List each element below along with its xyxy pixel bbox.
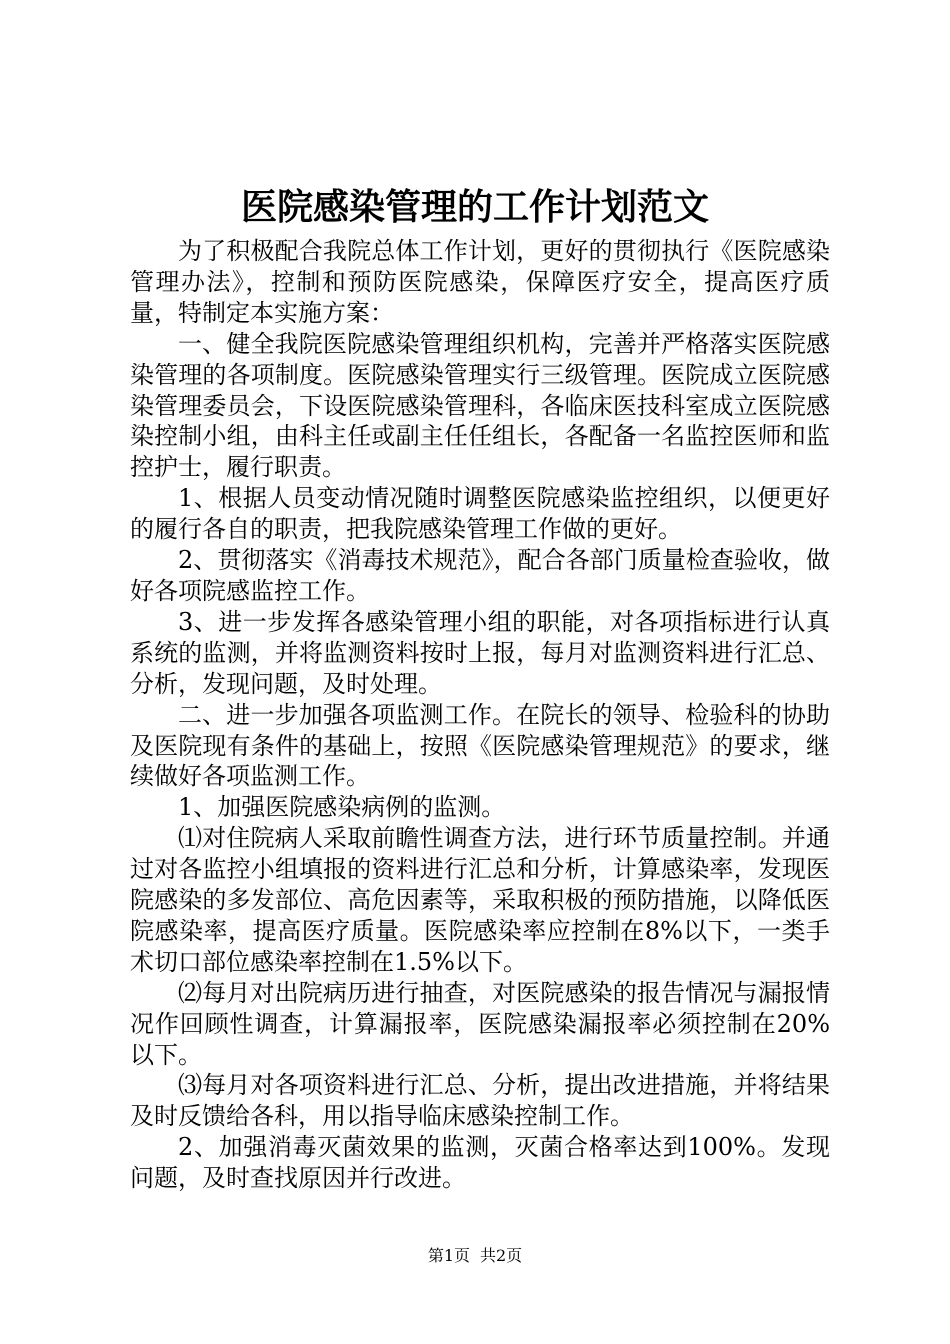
page-total: 共2页 xyxy=(480,1246,523,1265)
paragraph: ⑴对住院病人采取前瞻性调查方法，进行环节质量控制。并通过对各监控小组填报的资料进行汇总和分析，计算感染率，发现医院感染的多发部位、高危因素等，采取积极的预防措施，以降低医院感染率，提高医疗质量。医院感染率应控制在8%以下，一类手术切口部位感染率控制在1.5%以下。 xyxy=(130,824,830,976)
paragraph: 二、进一步加强各项监测工作。在院长的领导、检验科的协助及医院现有条件的基础上，按照《医院感染管理规范》的要求，继续做好各项监测工作。 xyxy=(130,700,830,791)
paragraph: ⑶每月对各项资料进行汇总、分析，提出改进措施，并将结果及时反馈给各科，用以指导临床感染控制工作。 xyxy=(130,1071,830,1131)
document-body xyxy=(130,236,830,1194)
page-footer xyxy=(0,1244,950,1268)
paragraph: 为了积极配合我院总体工作计划，更好的贯彻执行《医院感染管理办法》，控制和预防医院感染，保障医疗安全，提高医疗质量，特制定本实施方案： xyxy=(130,237,830,327)
paragraph: 1、根据人员变动情况随时调整医院感染监控组织，以便更好的履行各自的职责，把我院感染管理工作做的更好。 xyxy=(130,484,830,544)
paragraph: 2、加强消毒灭菌效果的监测，灭菌合格率达到100%。发现问题，及时查找原因并行改进。 xyxy=(130,1133,830,1193)
paragraph: 1、加强医院感染病例的监测。 xyxy=(178,793,506,822)
document-title: 医院感染管理的工作计划范文 xyxy=(240,187,709,228)
paragraph: 2、贯彻落实《消毒技术规范》，配合各部门质量检查验收，做好各项院感监控工作。 xyxy=(130,546,830,605)
paragraph: 3、进一步发挥各感染管理小组的职能，对各项指标进行认真系统的监测，并将监测资料按时上报，每月对监测资料进行汇总、分析，发现问题，及时处理。 xyxy=(130,607,830,698)
page-number: 第1页 xyxy=(427,1246,470,1265)
paragraph: ⑵每月对出院病历进行抽查，对医院感染的报告情况与漏报情况作回顾性调查，计算漏报率，医院感染漏报率必须控制在20%以下。 xyxy=(130,978,830,1069)
paragraph: 一、健全我院医院感染管理组织机构，完善并严格落实医院感染管理的各项制度。医院感染管理实行三级管理。医院成立医院感染管理委员会，下设医院感染管理科，各临床医技科室成立医院感染控制小组，由科主任或副主任任组长，各配备一名监控医师和监控护士，履行职责。 xyxy=(130,329,830,482)
